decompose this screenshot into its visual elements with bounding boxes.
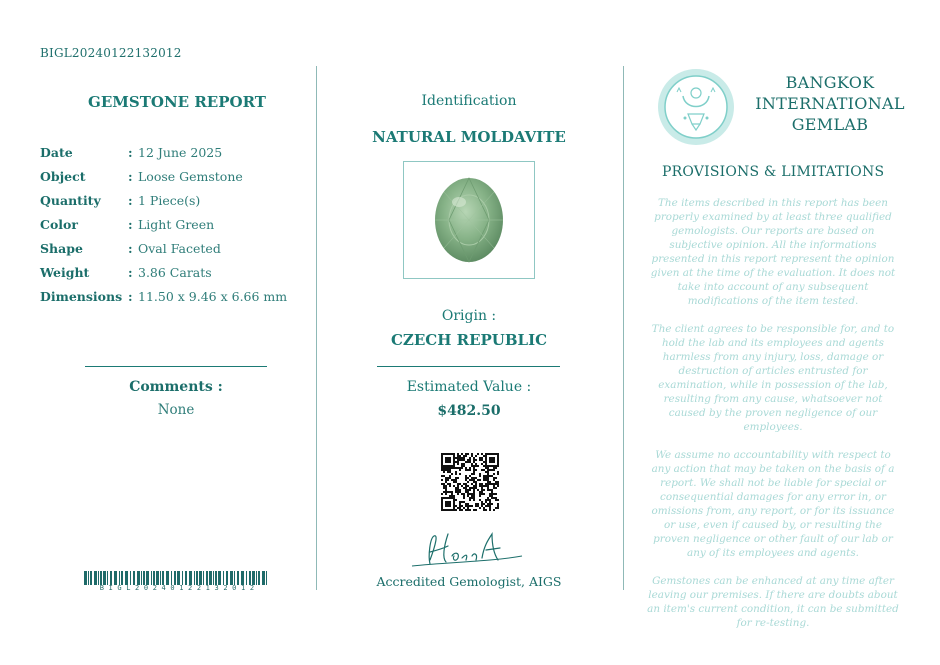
field-label: Date xyxy=(40,144,73,160)
field-colon: : xyxy=(128,192,133,208)
field-row xyxy=(40,188,287,212)
field-value: 1 Piece(s) xyxy=(138,192,201,208)
provision-paragraph: Gemstones can be enhanced at any time after leaving our premises. If there are doubts about an item's current condition, it can be submitted for re-testing. xyxy=(647,575,899,629)
gemologist-title: Accredited Gemologist, AIGS xyxy=(376,574,562,589)
stone-name: NATURAL MOLDAVITE xyxy=(372,128,566,146)
qr-code-icon xyxy=(441,453,499,511)
origin-label: Origin : xyxy=(441,308,497,324)
gem-details-list xyxy=(40,140,287,308)
field-value: 3.86 Carats xyxy=(138,264,212,280)
comments-label: Comments : xyxy=(129,379,223,395)
field-label: Shape xyxy=(40,240,83,256)
gem-photo-frame xyxy=(403,161,535,279)
provision-paragraph: The client agrees to be responsible for, and to hold the lab and its employees and agents harmless from any injury, loss, damage or destruction of articles entrusted for examination, while in possession of the lab, resulting from any cause, whatsoever not caused by the proven negligence of our employees. xyxy=(651,323,895,433)
moldavite-gem-photo xyxy=(404,162,534,278)
provisions-text xyxy=(646,196,900,644)
identification-heading: Identification xyxy=(421,93,517,109)
barcode-text: B I G L 2 0 2 4 0 1 2 2 1 3 2 0 1 2 xyxy=(99,584,255,592)
field-value: 11.50 x 9.46 x 6.66 mm xyxy=(138,288,288,304)
field-label: Object xyxy=(40,168,86,184)
comments-value: None xyxy=(157,402,195,418)
field-row xyxy=(40,164,287,188)
field-colon: : xyxy=(128,264,133,280)
report-id: BIGL20240122132012 xyxy=(40,46,182,60)
report-title: GEMSTONE REPORT xyxy=(88,93,266,111)
signature-block xyxy=(408,526,528,574)
field-colon: : xyxy=(128,240,133,256)
field-colon: : xyxy=(128,216,133,232)
field-value: Oval Faceted xyxy=(138,240,221,256)
lab-name-line3: GEMLAB xyxy=(791,115,869,134)
field-row xyxy=(40,260,287,284)
origin-value: CZECH REPUBLIC xyxy=(390,331,548,349)
field-label: Color xyxy=(40,216,78,232)
field-row xyxy=(40,236,287,260)
provision-paragraph: The items described in this report has been properly examined by at least three qualified gemologists. Our reports are based on subjective opinion. All the informations presented in this report represent the opinion given at the time of the evaluation. It does not take into account of any subsequent modifications of the item tested. xyxy=(650,197,896,307)
field-label: Weight xyxy=(40,264,90,280)
field-row xyxy=(40,284,287,308)
field-value: Light Green xyxy=(138,216,215,232)
lab-name-line2: INTERNATIONAL xyxy=(755,94,905,113)
field-colon: : xyxy=(128,144,133,160)
value-rule xyxy=(377,366,560,367)
field-label: Dimensions xyxy=(40,288,123,304)
provision-paragraph: We assume no accountability with respect to any action that may be taken on the basis of a report. We shall not be liable for special or consequential damages for any error in, or omissions from, any report, or for its issuance or use, even if caused by, or resulting the proven negligence or other fault of our lab or any of its employees and agents. xyxy=(651,449,895,559)
field-value: Loose Gemstone xyxy=(138,168,243,184)
divider-left xyxy=(316,66,317,590)
estimated-value-label: Estimated Value : xyxy=(406,379,532,395)
provisions-title: PROVISIONS & LIMITATIONS xyxy=(662,164,885,180)
comments-rule xyxy=(85,366,267,367)
field-label: Quantity xyxy=(40,192,101,208)
barcode-icon xyxy=(84,571,270,585)
signature-icon xyxy=(408,526,528,574)
field-value: 12 June 2025 xyxy=(138,144,223,160)
gemlab-seal-icon xyxy=(655,66,737,148)
field-colon: : xyxy=(128,168,133,184)
field-row xyxy=(40,140,287,164)
lab-name xyxy=(748,72,912,135)
lab-name-line1: BANGKOK xyxy=(785,73,875,92)
divider-right xyxy=(623,66,624,590)
field-row xyxy=(40,212,287,236)
field-colon: : xyxy=(128,288,133,304)
estimated-value-amount: $482.50 xyxy=(437,403,501,419)
